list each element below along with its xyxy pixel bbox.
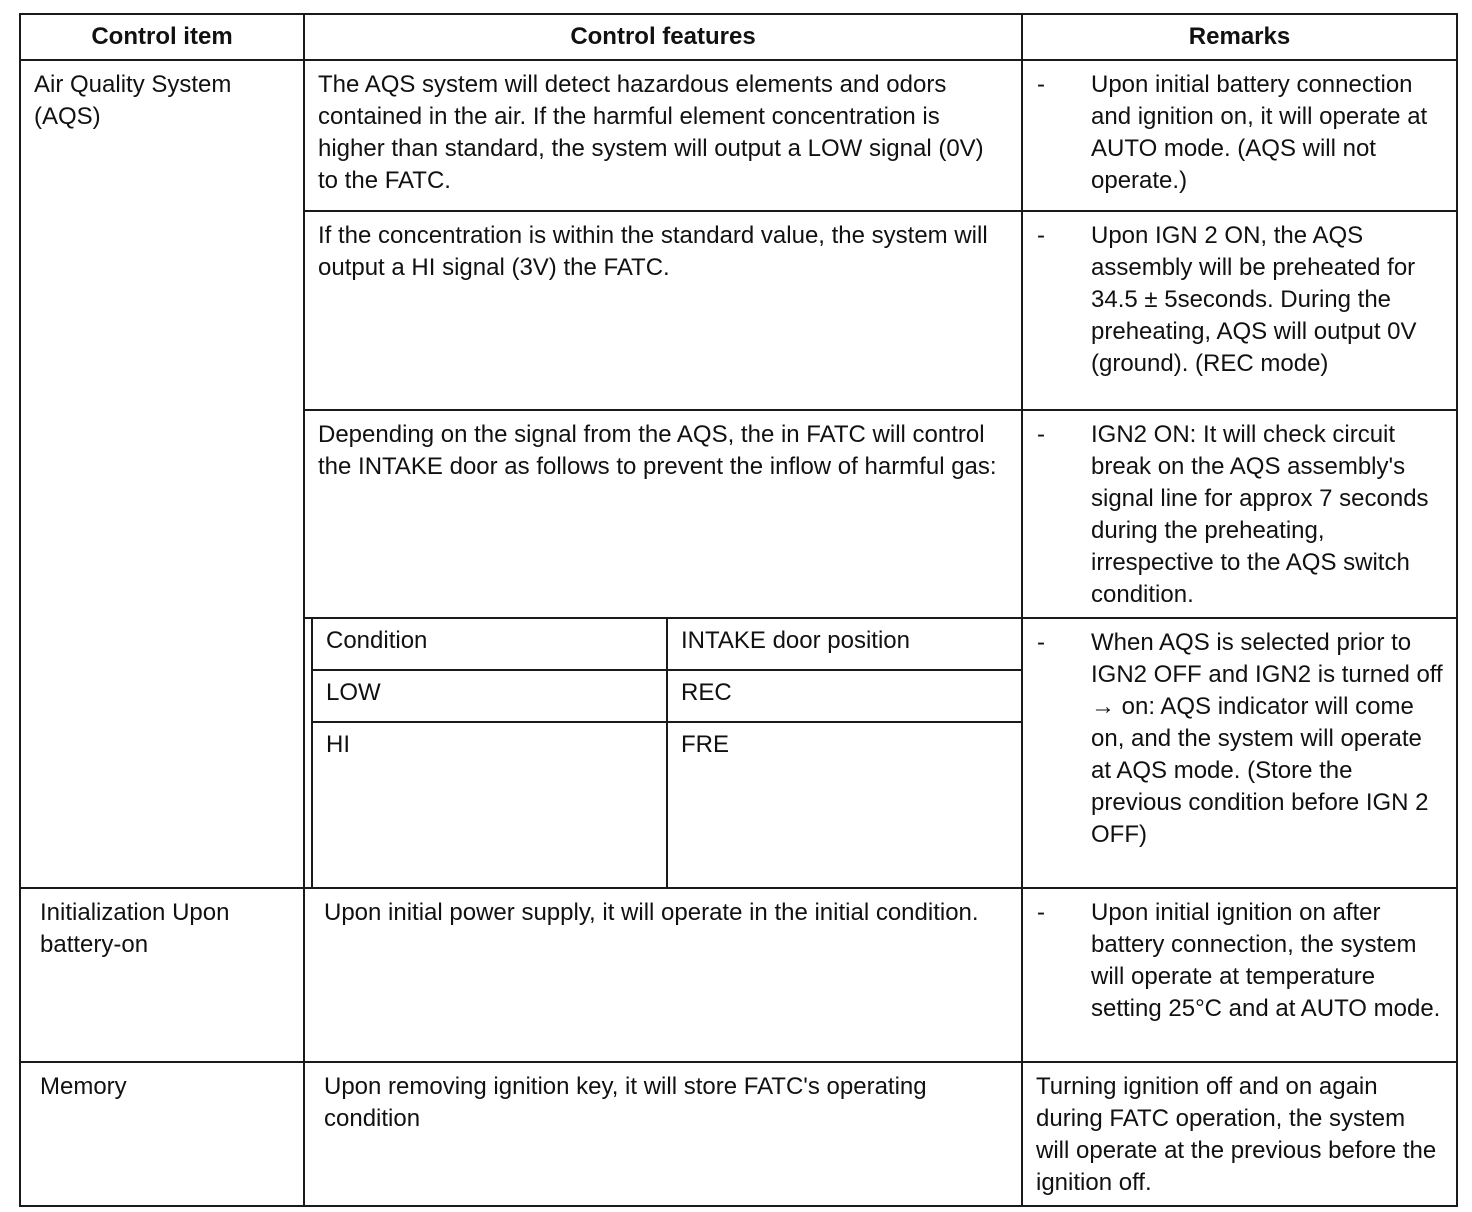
remark-cell [1022,888,1457,1062]
control-item-cell [20,888,304,1062]
intake-door-table [313,619,1021,887]
remark-cell [1022,410,1457,618]
intake-condition: HI [313,722,667,887]
control-item-init: Initialization Upon battery-on [40,899,230,958]
feature-cell [304,1062,1022,1206]
intake-header-condition: Condition [313,619,667,670]
feature-cell [304,60,1022,211]
remark-text: Turning ignition off and on again during FATC operation, the system will operate at the previous before the ignition off. [1036,1073,1437,1196]
control-item-aqs: Air Quality System (AQS) [34,71,232,130]
intake-header-position: INTAKE door position [667,619,1021,670]
remark-text: IGN2 ON: It will check circuit break on the AQS assembly's signal line for approx 7 seconds during the preheating, irrespective to the AQS switch condition. [1091,421,1429,608]
intake-row [313,722,1021,887]
feature-text: If the concentration is within the standard value, the system will output a HI signal (3V) the FATC. [318,222,988,281]
bullet-dash: - [1037,899,1045,926]
header-row [20,14,1457,60]
bullet-dash: - [1037,71,1045,98]
bullet-dash: - [1037,629,1045,656]
intake-condition: LOW [313,670,667,722]
header-control-features: Control features [304,14,1022,60]
control-item-cell [20,60,304,888]
control-item-cell [20,1062,304,1206]
bullet-dash: - [1037,222,1045,249]
intake-row [313,670,1021,722]
control-item-memory: Memory [40,1073,127,1100]
remark-text: Upon initial ignition on after battery connection, the system will operate at temperature setting 25°C and at AUTO mode. [1091,899,1441,1022]
feature-text: Upon removing ignition key, it will store FATC's operating condition [324,1073,927,1132]
header-remarks: Remarks [1022,14,1457,60]
intake-header-row [313,619,1021,670]
remark-cell [1022,211,1457,410]
control-table [19,13,1458,1207]
header-control-item: Control item [20,14,304,60]
table-row [20,888,1457,1062]
table-row [20,1062,1457,1206]
intake-position: FRE [681,731,729,758]
remark-text: When AQS is selected prior to IGN2 OFF and IGN2 is turned off → on: AQS indicator will come on, and the system will operate at AQS mode. (Store the previous condition before IGN 2 OFF) [1091,629,1443,848]
feature-text: The AQS system will detect hazardous elements and odors contained in the air. If the harmful element concentration is higher than standard, the system will output a LOW signal (0V) to the FATC. [318,71,984,194]
feature-cell [304,888,1022,1062]
remark-text: Upon initial battery connection and ignition on, it will operate at AUTO mode. (AQS will not operate.) [1091,71,1428,194]
feature-text: Upon initial power supply, it will operate in the initial condition. [324,899,979,926]
remark-cell [1022,1062,1457,1206]
intake-position: REC [667,670,1021,722]
remark-cell [1022,618,1457,888]
remark-cell [1022,60,1457,211]
bullet-dash: - [1037,421,1045,448]
feature-cell [304,211,1022,410]
remark-text: Upon IGN 2 ON, the AQS assembly will be preheated for 34.5 ± 5seconds. During the preheating, AQS will output 0V (ground). (REC mode) [1091,222,1417,377]
table-row [20,60,1457,211]
feature-cell [304,410,1022,618]
intake-table-cell [304,618,1022,888]
feature-text: Depending on the signal from the AQS, the in FATC will control the INTAKE door as follows to prevent the inflow of harmful gas: [318,421,997,480]
